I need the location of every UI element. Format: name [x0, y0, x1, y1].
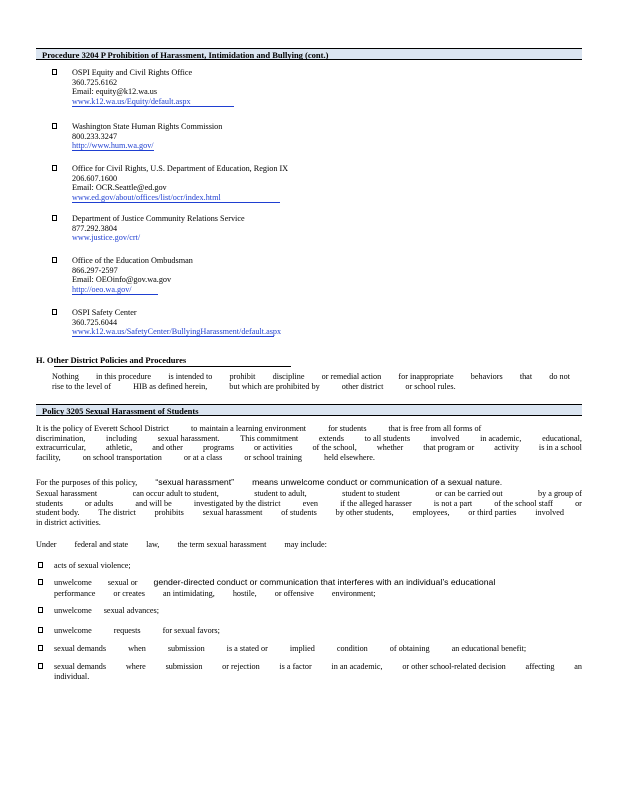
- text-run: that program or: [423, 443, 475, 453]
- text-run: in this procedure: [96, 372, 152, 381]
- contact-line: 360.725.6044: [72, 317, 118, 327]
- text-run: other district: [341, 381, 384, 391]
- checkbox-bullet-icon: [52, 165, 57, 171]
- text-run: do not: [549, 372, 570, 381]
- contact-line: Email: OCR.Seattle@ed.gov: [72, 183, 167, 193]
- text-run: but which are prohibited by: [229, 381, 320, 391]
- checkbox-bullet-icon: [38, 663, 43, 669]
- procedure-header-band: Procedure 3204 P Prohibition of Harassment, Intimidation and Bullying (cont.): [36, 48, 582, 60]
- text-run: or at a class: [183, 452, 223, 462]
- text-run: prohibits: [154, 508, 184, 518]
- text-run: discrimination,: [36, 433, 86, 443]
- text-run: or: [575, 498, 582, 508]
- text-run: HIB as defined herein,: [133, 381, 208, 391]
- contact-line: Office for Civil Rights, U.S. Department of Education, Region IX: [72, 164, 289, 173]
- text-run: Under: [36, 540, 57, 549]
- text-run: is intended to: [168, 372, 213, 381]
- contact-line: 800.233.3247: [72, 131, 118, 141]
- text-run: may include:: [284, 540, 327, 549]
- contact-line: Email: equity@k12.wa.us: [72, 87, 158, 97]
- text-run: The district: [98, 508, 136, 518]
- text-run: when: [128, 644, 146, 653]
- text-run: affecting: [525, 662, 555, 671]
- text-run: in an academic,: [331, 662, 383, 671]
- text-run: in district activities.: [36, 517, 101, 527]
- text-run: can occur adult to student,: [132, 489, 219, 498]
- text-run: involved: [430, 433, 460, 443]
- text-run: is not a part: [433, 498, 473, 508]
- text-run: or can be carried out: [435, 489, 503, 498]
- text-run: of students: [281, 508, 317, 518]
- text-run: of the school,: [312, 443, 357, 453]
- contact-line: Department of Justice Community Relations Service: [72, 214, 245, 223]
- text-run: sexual demands: [54, 662, 107, 671]
- text-run: is a stated or: [226, 644, 268, 653]
- contact-link[interactable]: www.justice.gov/crt/: [72, 233, 141, 243]
- text-run: submission: [165, 662, 203, 671]
- text-run: or other school-related decision: [402, 662, 506, 671]
- text-run: sexual demands: [54, 644, 107, 653]
- text-run: involved: [535, 508, 564, 518]
- text-run: by other students,: [335, 508, 394, 518]
- text-run: for sexual favors;: [162, 626, 220, 635]
- text-run: of the school staff: [494, 498, 554, 508]
- text-run: or rejection: [222, 662, 260, 671]
- text-run: means unwelcome conduct or communication of a sexual nature.: [252, 477, 503, 487]
- section-h-title: H. Other District Policies and Procedures: [36, 355, 187, 365]
- text-run: an intimidating,: [162, 588, 215, 598]
- text-run: an: [574, 662, 582, 671]
- contact-link[interactable]: http://oeo.wa.gov/: [72, 285, 158, 295]
- text-run: by a group of: [538, 489, 582, 498]
- text-run: students: [36, 498, 63, 508]
- text-run: to all students: [364, 433, 411, 443]
- text-run: an educational benefit;: [451, 644, 527, 653]
- text-run: for students: [328, 424, 367, 433]
- text-run: educational,: [542, 433, 582, 443]
- section-h-body: [52, 372, 570, 391]
- text-run: the term sexual harassment: [177, 540, 267, 549]
- text-run: This commitment: [240, 433, 299, 443]
- text-run: unwelcome: [54, 578, 92, 587]
- text-run: behaviors: [470, 372, 503, 381]
- text-run: is in a school: [538, 443, 582, 453]
- text-run: performance: [54, 588, 96, 598]
- text-run: extends: [318, 433, 344, 443]
- checkbox-bullet-icon: [38, 627, 43, 633]
- contact-link[interactable]: www.k12.wa.us/SafetyCenter/BullyingHarassment/default.aspx: [72, 327, 282, 337]
- text-run: or creates: [113, 588, 145, 598]
- sexual-harassment-term: [155, 478, 234, 489]
- text-run: gender-directed conduct or communication that interferes with an individual’s educational: [153, 577, 496, 587]
- text-run: law,: [146, 540, 160, 549]
- text-run: prohibit: [229, 372, 256, 381]
- text-run: in academic,: [480, 433, 522, 443]
- text-run: For the purposes of this policy,: [36, 478, 138, 487]
- contact-line: OSPI Equity and Civil Rights Office: [72, 68, 193, 77]
- text-run: and will be: [135, 498, 172, 508]
- text-run: and other: [152, 443, 183, 453]
- checkbox-bullet-icon: [38, 579, 43, 585]
- text-run: implied: [289, 644, 315, 653]
- text-run: for inappropriate: [398, 372, 454, 381]
- text-run: even: [302, 498, 319, 508]
- text-run: requests: [113, 626, 141, 635]
- contact-line: Office of the Education Ombudsman: [72, 256, 193, 265]
- checkbox-bullet-icon: [38, 645, 43, 651]
- policy-paragraph-1: [36, 424, 582, 462]
- text-run: to maintain a learning environment: [191, 424, 307, 433]
- contact-line: Washington State Human Rights Commission: [72, 122, 223, 131]
- text-run: or offensive: [274, 588, 314, 598]
- text-run: rise to the level of: [52, 381, 112, 391]
- text-run: extracurricular,: [36, 443, 86, 453]
- contact-link[interactable]: www.k12.wa.us/Equity/default.aspx: [72, 97, 234, 107]
- contact-line: 360.725.6162: [72, 77, 118, 87]
- checkbox-bullet-icon: [52, 215, 57, 221]
- text-run: Sexual harassment: [36, 489, 98, 498]
- checkbox-bullet-icon: [38, 607, 43, 613]
- contact-line: 866.297-2597: [72, 265, 118, 275]
- text-run: “sexual harassment”: [155, 477, 235, 487]
- text-run: sexual or: [107, 578, 138, 587]
- text-run: programs: [202, 443, 234, 453]
- text-run: that: [519, 372, 533, 381]
- text-run: sexual advances;: [103, 606, 159, 615]
- text-run: Nothing: [52, 372, 79, 381]
- text-run: held elsewhere.: [324, 452, 375, 462]
- text-run: unwelcome: [54, 626, 92, 635]
- policy-paragraph-2: [36, 478, 582, 527]
- text-run: or remedial action: [321, 372, 382, 381]
- text-run: or activities: [253, 443, 293, 453]
- text-run: submission: [167, 644, 205, 653]
- text-run: is a factor: [279, 662, 312, 671]
- text-run: unwelcome: [54, 606, 92, 615]
- text-run: if the alleged harasser: [340, 498, 412, 508]
- contact-line: 206.607.1600: [72, 173, 118, 183]
- text-run: or adults: [84, 498, 114, 508]
- checkbox-bullet-icon: [52, 257, 57, 263]
- text-run: student body.: [36, 508, 80, 518]
- contact-line: Email: OEOinfo@gov.wa.gov: [72, 275, 172, 285]
- checkbox-bullet-icon: [52, 69, 57, 75]
- text-run: facility,: [36, 452, 61, 462]
- text-run: athletic,: [105, 443, 133, 453]
- text-run: activity: [494, 443, 519, 453]
- text-run: that is free from all forms of: [388, 424, 482, 433]
- text-run: or school rules.: [405, 381, 456, 391]
- text-run: It is the policy of Everett School District: [36, 424, 170, 433]
- text-run: student to adult,: [254, 489, 307, 498]
- text-run: of obtaining: [389, 644, 430, 653]
- text-run: hostile,: [232, 588, 257, 598]
- text-run: student to student: [342, 489, 400, 498]
- text-run: federal and state: [74, 540, 129, 549]
- text-run: employees,: [412, 508, 450, 518]
- contact-line: 877.292.3804: [72, 223, 118, 233]
- text-run: whether: [376, 443, 404, 453]
- text-run: discipline: [272, 372, 305, 381]
- text-run: investigated by the district: [193, 498, 281, 508]
- text-run: or school training: [244, 452, 303, 462]
- text-run: condition: [336, 644, 368, 653]
- text-run: where: [125, 662, 146, 671]
- section-h-heading: [36, 355, 186, 365]
- checkbox-bullet-icon: [52, 309, 57, 315]
- text-run: sexual harassment.: [157, 433, 220, 443]
- text-run: environment;: [331, 588, 376, 598]
- policy-paragraph-3: [36, 540, 582, 550]
- text-run: individual.: [54, 671, 90, 681]
- checkbox-bullet-icon: [52, 123, 57, 129]
- text-run: or third parties: [468, 508, 517, 518]
- checkbox-bullet-icon: [38, 562, 43, 568]
- text-run: on school transportation: [82, 452, 162, 462]
- contact-line: OSPI Safety Center: [72, 308, 137, 317]
- text-run: including: [106, 433, 137, 443]
- policy-header-band: Policy 3205 Sexual Harassment of Students: [36, 404, 582, 416]
- contact-link[interactable]: www.ed.gov/about/offices/list/ocr/index.html: [72, 193, 280, 203]
- text-run: sexual harassment: [202, 508, 263, 518]
- contact-link[interactable]: http://www.hum.wa.gov/: [72, 141, 154, 151]
- text-run: acts of sexual violence;: [54, 561, 131, 570]
